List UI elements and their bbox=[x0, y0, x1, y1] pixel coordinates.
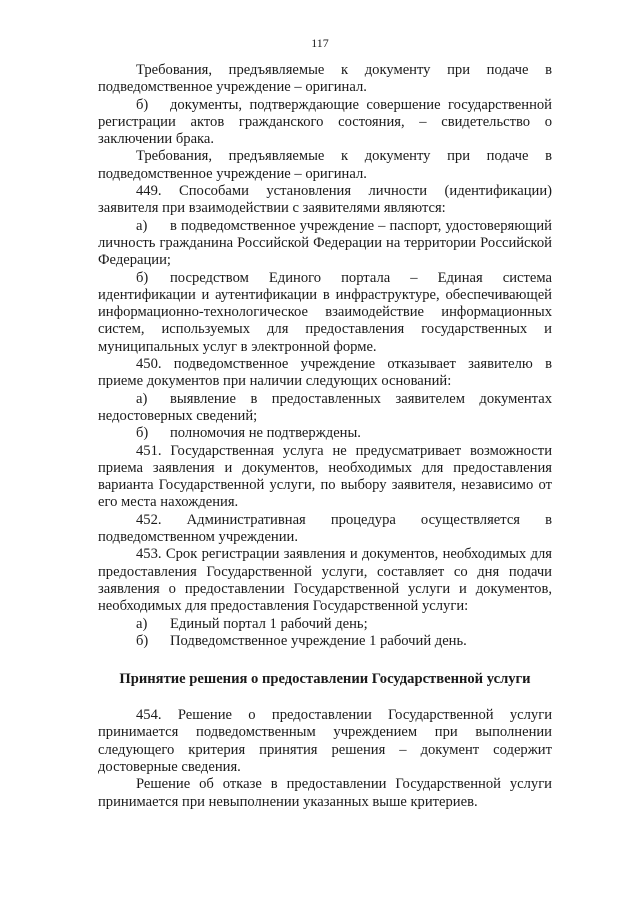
document-body bbox=[98, 62, 552, 811]
paragraph-450: 450. подведомственное учреждение отказывает заявителю в приеме документов при наличии следующих оснований: bbox=[98, 356, 552, 390]
paragraph-449: 449. Способами установления личности (идентификации) заявителя при взаимодействии с заявителями являются: bbox=[98, 183, 552, 217]
list-label: а) bbox=[136, 217, 148, 234]
paragraph-450a: выявление в предоставленных заявителем документах недостоверных сведений; bbox=[98, 390, 552, 424]
list-text: полномочия не подтверждены. bbox=[170, 425, 361, 442]
paragraph-449a: в подведомственное учреждение – паспорт, удостоверяющий личность гражданина Российской Федерации на территории Российской Федерации; bbox=[98, 217, 552, 269]
list-label: а) bbox=[136, 390, 148, 407]
list-label: б) bbox=[136, 96, 149, 113]
paragraph-454: 454. Решение о предоставлении Государственной услуги принимается подведомственным учреждением при выполнении следующего критерия принятия решения – документ содержит достоверные сведения. bbox=[98, 707, 552, 775]
paragraph-451: 451. Государственная услуга не предусматривает возможности приема заявления и документов, необходимых для предоставления варианта Государственной услуги, по выбору заявителя, независимо от его места нахождения. bbox=[98, 442, 552, 511]
paragraph-453: 453. Срок регистрации заявления и документов, необходимых для предоставления Государственной услуги, составляет со дня подачи заявления о предоставлении Государственной услуги и документов, необходимых для предоставления Государственной услуги: bbox=[98, 546, 552, 615]
list-label: б) bbox=[136, 632, 149, 649]
paragraph-requirements-2: Требования, предъявляемые к документу при подаче в подведомственное учреждение – оригинал. bbox=[98, 148, 552, 182]
list-label: а) bbox=[136, 615, 148, 632]
list-label: б) bbox=[136, 425, 149, 442]
list-item-450b bbox=[98, 425, 552, 442]
paragraph-marriage-certificate: документы, подтверждающие совершение государственной регистрации актов гражданского состояния, – свидетельство о заключении брака. bbox=[98, 96, 552, 148]
list-text: Подведомственное учреждение 1 рабочий день. bbox=[170, 632, 467, 649]
page-number: 117 bbox=[311, 36, 329, 50]
list-text: Единый портал 1 рабочий день; bbox=[170, 615, 368, 632]
list-item-453a bbox=[98, 616, 552, 633]
list-item-453b bbox=[98, 633, 552, 650]
paragraph-452: 452. Административная процедура осуществляется в подведомственном учреждении. bbox=[98, 511, 552, 546]
section-heading: Принятие решения о предоставлении Государственной услуги bbox=[119, 671, 531, 688]
paragraph-449b: посредством Единого портала – Единая система идентификации и аутентификации в инфраструктуре, обеспечивающей информационно-технологическое взаимодействие информационных систем, используемых для предоставления государственных и муниципальных услуг в электронной форме. bbox=[98, 269, 552, 355]
paragraph-refusal: Решение об отказе в предоставлении Государственной услуги принимается при невыполнении указанных выше критериев. bbox=[98, 776, 552, 810]
list-label: б) bbox=[136, 269, 149, 286]
paragraph-requirements-1: Требования, предъявляемые к документу при подаче в подведомственное учреждение – оригинал. bbox=[98, 62, 552, 96]
